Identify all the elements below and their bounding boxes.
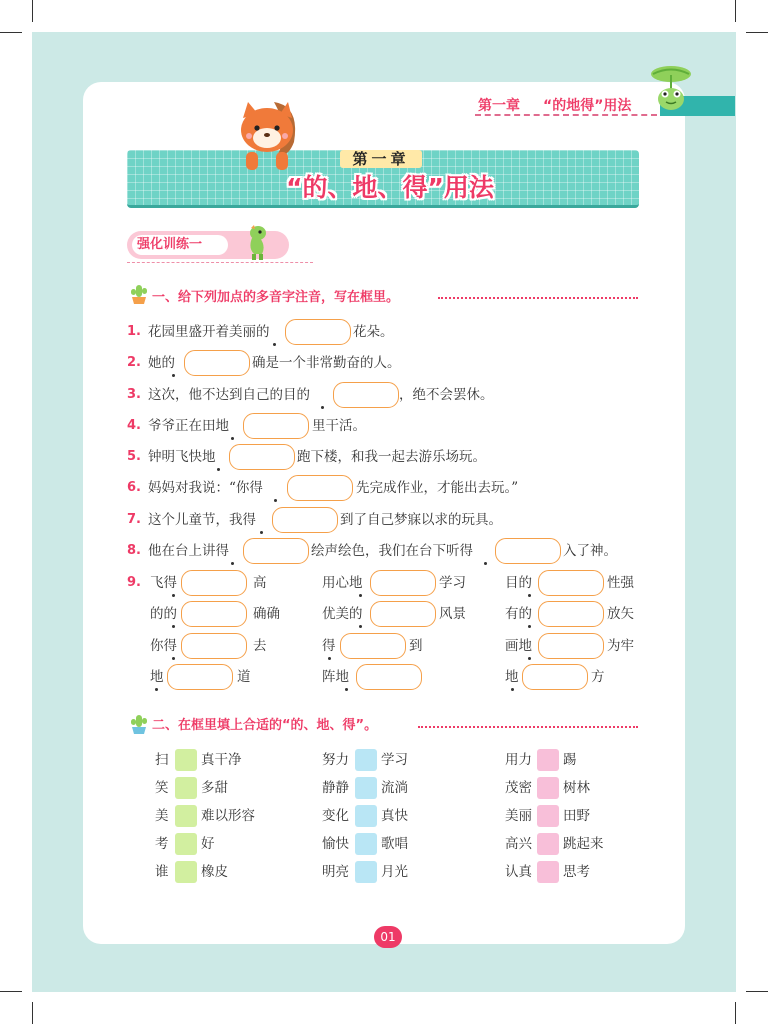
answer-square[interactable]	[355, 805, 377, 827]
compound-before: 地	[505, 669, 519, 685]
compound-before: 用心地	[322, 575, 363, 591]
part-two-heading: 二、在框里填上合适的“的、地、得”。	[152, 718, 378, 733]
answer-square[interactable]	[355, 833, 377, 855]
chapter-title: “的、地、得”用法	[286, 173, 494, 202]
pinyin-answer-box[interactable]	[333, 382, 399, 408]
phrase-before: 美丽	[505, 808, 532, 824]
item-text-before: 这次，他不达到自己的目的	[148, 387, 310, 403]
answer-square[interactable]	[175, 861, 197, 883]
pinyin-answer-box[interactable]	[285, 319, 351, 345]
compound-before: 优美的	[322, 606, 363, 622]
compound-before: 地	[150, 669, 164, 685]
compound-before: 的的	[150, 606, 177, 622]
phrase-after: 歌唱	[381, 836, 408, 852]
phrase-after: 树林	[563, 780, 590, 796]
cactus-icon	[128, 283, 150, 305]
item-number: 3.	[127, 387, 141, 402]
emphasis-dot	[359, 594, 362, 597]
item-text-after: ，绝不会罢休。	[399, 387, 494, 403]
compound-after: 学习	[439, 575, 466, 591]
answer-square[interactable]	[175, 833, 197, 855]
crop-mark	[0, 32, 22, 33]
pinyin-answer-box[interactable]	[167, 664, 233, 690]
answer-square[interactable]	[175, 749, 197, 771]
compound-after: 确确	[253, 606, 280, 622]
compound-after: 高	[253, 575, 267, 591]
pinyin-answer-box[interactable]	[243, 413, 309, 439]
crop-mark	[746, 991, 768, 992]
item-text-before: 妈妈对我说：“你得	[148, 480, 263, 496]
emphasis-dot	[172, 625, 175, 628]
pinyin-answer-box[interactable]	[181, 633, 247, 659]
item-text-after: 确是一个非常勤奋的人。	[252, 355, 401, 371]
phrase-before: 静静	[322, 780, 349, 796]
compound-before: 画地	[505, 638, 532, 654]
training-tag-divider	[127, 262, 313, 263]
phrase-before: 考	[155, 836, 169, 852]
squirrel-icon	[234, 96, 302, 172]
compound-before: 你得	[150, 638, 177, 654]
phrase-after: 难以形容	[201, 808, 255, 824]
phrase-before: 愉快	[322, 836, 349, 852]
phrase-after: 多甜	[201, 780, 228, 796]
part-two-leader-dots	[418, 726, 638, 728]
phrase-after: 流淌	[381, 780, 408, 796]
emphasis-dot	[172, 374, 175, 377]
compound-before: 阵地	[322, 669, 349, 685]
item-number: 5.	[127, 449, 141, 464]
compound-after: 为牢	[607, 638, 634, 654]
item-text-before: 她的	[148, 355, 175, 371]
pinyin-answer-box[interactable]	[495, 538, 561, 564]
phrase-before: 扫	[155, 752, 169, 768]
phrase-before: 变化	[322, 808, 349, 824]
pinyin-answer-box[interactable]	[287, 475, 353, 501]
part-one-heading: 一、给下列加点的多音字注音，写在框里。	[152, 290, 400, 305]
item-text-after: 里干活。	[312, 418, 366, 434]
item-number: 1.	[127, 324, 141, 339]
emphasis-dot	[273, 343, 276, 346]
emphasis-dot	[359, 625, 362, 628]
answer-square[interactable]	[175, 777, 197, 799]
compound-before: 有的	[505, 606, 532, 622]
item-text-before: 这个儿童节，我得	[148, 512, 256, 528]
item-text-after: 花朵。	[353, 324, 394, 340]
emphasis-dot	[260, 531, 263, 534]
pinyin-answer-box[interactable]	[184, 350, 250, 376]
item-text-after: 先完成作业，才能出去玩。”	[356, 480, 519, 496]
pinyin-answer-box[interactable]	[356, 664, 422, 690]
header-divider	[475, 114, 657, 116]
pinyin-answer-box[interactable]	[370, 601, 436, 627]
item-text-after: 跑下楼，和我一起去游乐场玩。	[297, 449, 486, 465]
crop-mark	[32, 0, 33, 22]
cactus-icon	[128, 713, 150, 735]
phrase-before: 笑	[155, 780, 169, 796]
header-chapter: 第一章	[478, 98, 520, 114]
phrase-before: 茂密	[505, 780, 532, 796]
item-text-after: 到了自己梦寐以求的玩具。	[340, 512, 502, 528]
item-text-before: 花园里盛开着美丽的	[148, 324, 270, 340]
phrase-after: 跳起来	[563, 836, 604, 852]
dinosaur-icon	[242, 224, 272, 262]
phrase-after: 思考	[563, 864, 590, 880]
emphasis-dot	[231, 562, 234, 565]
phrase-before: 美	[155, 808, 169, 824]
compound-after: 风景	[439, 606, 466, 622]
crop-mark	[746, 32, 768, 33]
item-text-before: 爷爷正在田地	[148, 418, 229, 434]
pinyin-answer-box[interactable]	[538, 633, 604, 659]
item-number: 2.	[127, 355, 141, 370]
answer-square[interactable]	[355, 861, 377, 883]
phrase-before: 努力	[322, 752, 349, 768]
answer-square[interactable]	[537, 833, 559, 855]
emphasis-dot	[484, 562, 487, 565]
compound-after: 方	[591, 669, 605, 685]
emphasis-dot	[345, 688, 348, 691]
pinyin-answer-box[interactable]	[538, 601, 604, 627]
crop-mark	[735, 1002, 736, 1024]
compound-after: 放矢	[607, 606, 634, 622]
phrase-before: 谁	[155, 864, 169, 880]
phrase-before: 高兴	[505, 836, 532, 852]
compound-after: 到	[409, 638, 423, 654]
item-number: 7.	[127, 512, 141, 527]
item-text-middle: 绘声绘色，我们在台下听得	[311, 543, 473, 559]
phrase-before: 用力	[505, 752, 532, 768]
phrase-after: 踢	[563, 752, 577, 768]
emphasis-dot	[155, 688, 158, 691]
item-text-before: 他在台上讲得	[148, 543, 229, 559]
compound-after: 性强	[607, 575, 634, 591]
phrase-before: 明亮	[322, 864, 349, 880]
emphasis-dot	[528, 625, 531, 628]
emphasis-dot	[172, 657, 175, 660]
crop-mark	[32, 1002, 33, 1024]
compound-after: 道	[237, 669, 251, 685]
phrase-after: 好	[201, 836, 215, 852]
emphasis-dot	[328, 657, 331, 660]
training-tag-label: 强化训练一	[137, 237, 203, 252]
compound-before: 飞得	[150, 575, 177, 591]
item-number: 6.	[127, 480, 141, 495]
item-number: 8.	[127, 543, 141, 558]
pinyin-answer-box[interactable]	[340, 633, 406, 659]
answer-square[interactable]	[537, 861, 559, 883]
answer-square[interactable]	[175, 805, 197, 827]
pinyin-answer-box[interactable]	[538, 570, 604, 596]
phrase-before: 认真	[505, 864, 532, 880]
header-topic: “的地得”用法	[543, 98, 632, 114]
emphasis-dot	[321, 406, 324, 409]
emphasis-dot	[528, 657, 531, 660]
emphasis-dot	[511, 688, 514, 691]
phrase-after: 真快	[381, 808, 408, 824]
item-number: 4.	[127, 418, 141, 433]
pinyin-answer-box[interactable]	[272, 507, 338, 533]
phrase-after: 真干净	[201, 752, 242, 768]
emphasis-dot	[172, 594, 175, 597]
emphasis-dot	[217, 468, 220, 471]
answer-square[interactable]	[355, 777, 377, 799]
pinyin-answer-box[interactable]	[181, 601, 247, 627]
crop-mark	[735, 0, 736, 22]
compound-after: 去	[253, 638, 267, 654]
phrase-after: 田野	[563, 808, 590, 824]
answer-square[interactable]	[537, 805, 559, 827]
phrase-after: 学习	[381, 752, 408, 768]
item-text-after: 入了神。	[563, 543, 617, 559]
emphasis-dot	[274, 499, 277, 502]
page-number: 01	[380, 930, 396, 944]
compound-before: 得	[322, 638, 336, 654]
pinyin-answer-box[interactable]	[370, 570, 436, 596]
frog-leaf-icon	[648, 63, 694, 113]
pinyin-answer-box[interactable]	[243, 538, 309, 564]
emphasis-dot	[231, 437, 234, 440]
pinyin-answer-box[interactable]	[522, 664, 588, 690]
answer-square[interactable]	[355, 749, 377, 771]
item-number: 9.	[127, 575, 141, 590]
answer-square[interactable]	[537, 777, 559, 799]
compound-before: 目的	[505, 575, 532, 591]
emphasis-dot	[528, 594, 531, 597]
chapter-number: 第一章	[352, 150, 410, 168]
pinyin-answer-box[interactable]	[181, 570, 247, 596]
answer-square[interactable]	[537, 749, 559, 771]
part-one-leader-dots	[438, 297, 638, 299]
phrase-after: 橡皮	[201, 864, 228, 880]
phrase-after: 月光	[381, 864, 408, 880]
crop-mark	[0, 991, 22, 992]
item-text-before: 钟明飞快地	[148, 449, 216, 465]
pinyin-answer-box[interactable]	[229, 444, 295, 470]
